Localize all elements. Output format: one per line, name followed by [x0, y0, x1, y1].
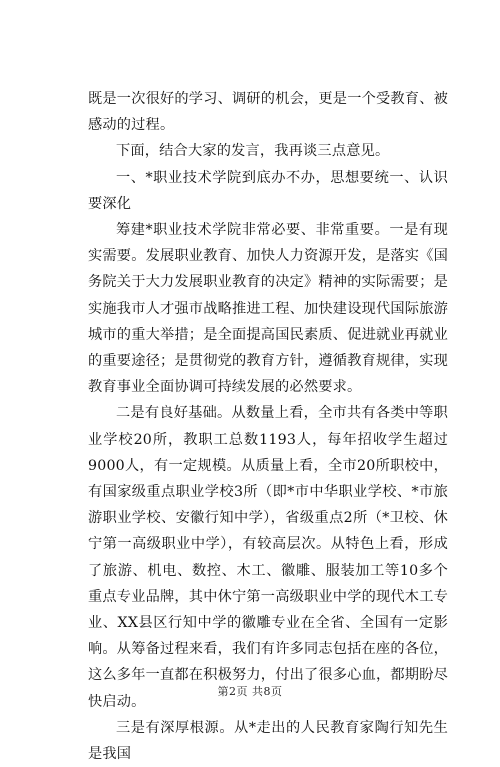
paragraph-roots: 三是有深厚根源。从*走出的人民教育家陶行知先生是我国 — [88, 719, 448, 763]
paragraph-intro: 下面，结合大家的发言，我再谈三点意见。 — [116, 143, 390, 160]
section-heading: 一、*职业技术学院到底办不办，思想要统一、认识要深化 — [88, 169, 448, 212]
paragraph-continuation: 既是一次很好的学习、调研的机会，更是一个受教育、被感动的过程。 — [88, 91, 448, 134]
page-number-footer: 第2页 共8页 — [217, 685, 283, 698]
paragraph-necessity: 筹建*职业技术学院非常必要、非常重要。一是有现实需要。发展职业教育、加快人力资源开发，是落实《国务院关于大力发展职业教育的决定》精神的实际需要；是实施我市人才强市战略推进工程、加快建设现代国际旅游城市的重大举措；是全面提高国民素质、促进就业再就业的重要途径；是贯彻党的教育方针，遵循教育规律，实现教育事业全面协调可持续发展的必然要求。 — [88, 222, 448, 396]
document-body — [88, 86, 448, 767]
paragraph-foundation: 二是有良好基础。从数量上看，全市共有各类中等职业学校20所，教职工总数1193人，每年招收学生超过9000人，有一定规模。从质量上看，全市20所职校中，有国家级重点职业学校3所（即*市中华职业学校、*市旅游职业学校、安徽行知中学），省级重点2所（*卫校、休宁第一高级职业中学），有较高层次。从特色上看，形成了旅游、机电、数控、木工、徽雕、服装加工等10多个重点专业品牌，其中休宁第一高级职业中学的现代木工专业、XX县区行知中学的徽雕专业在全省、全国有一定影响。从筹备过程来看，我们有许多同志包括在座的各位，这么多年一直都在积极努力，付出了很多心血，都期盼尽快启动。 — [88, 405, 448, 710]
